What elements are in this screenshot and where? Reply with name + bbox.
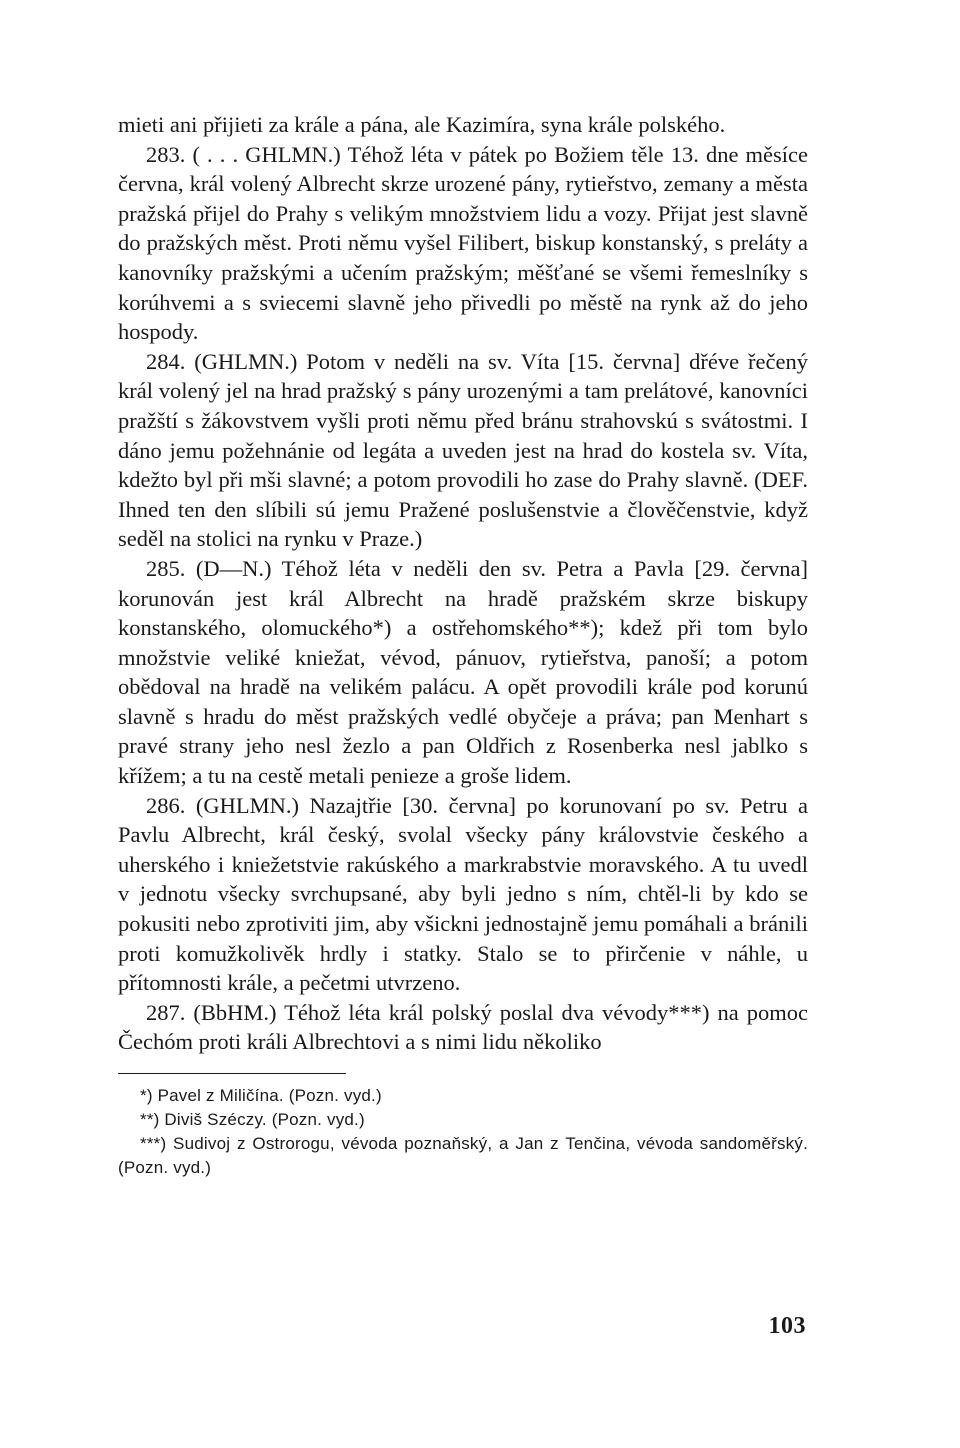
page-body	[118, 110, 808, 1180]
paragraph-285: 285. (D—N.) Téhož léta v neděli den sv. Petra a Pavla [29. června] korunován jest král Albrecht na hradě pražském skrze biskupy konstanského, olomuckého*) a ostřehomského**); kdež při tom bylo množstvie veliké kniežat, vévod, pánuov, rytieřstva, panoší; a potom obědoval na hradě na velikém palácu. A opět provodili krále pod korunú slavně s hradu do měst pražských vedlé obyčeje a práva; pan Menhart s pravé strany jeho nesl žezlo a pan Oldřich z Rosenberka nesl jablko s křížem; a tu na cestě metali penieze a groše lidem.	[118, 555, 808, 789]
paragraph-continuation: mieti ani přijieti za krále a pána, ale Kazimíra, syna krále polského.	[118, 112, 726, 137]
footnote-3: ***) Sudivoj z Ostrorogu, vévoda poznaňský, a Jan z Tenčina, vévoda sandoměřský. (Pozn. vyd.)	[118, 1134, 808, 1177]
paragraph-284: 284. (GHLMN.) Potom v neděli na sv. Víta [15. června] dřéve řečený král volený jel na hrad pražský s pány urozenými a tam prelátové, kanovníci pražští s žákovstvem vyšli proti němu před bránu strahovskú s svátostmi. I dáno jemu požehnánie od legáta a uveden jest na hrad do kostela sv. Víta, kdežto byl při mši slavné; a potom provodili ho zase do Prahy slavně. (DEF. Ihned ten den slíbili sú jemu Pražené poslušenstvie a člověčenstvie, když seděl na stolici na rynku v Praze.)	[118, 348, 808, 552]
page-number: 103	[768, 1313, 806, 1339]
footnote-divider	[118, 1073, 346, 1074]
paragraph-287: 287. (BbHM.) Téhož léta král polský poslal dva vévody***) na pomoc Čechóm proti králi Albrechtovi a s nimi lidu několiko	[118, 999, 808, 1055]
footnote-1: *) Pavel z Miličína. (Pozn. vyd.)	[140, 1086, 382, 1105]
paragraph-286: 286. (GHLMN.) Nazajtřie [30. června] po korunovaní po sv. Petru a Pavlu Albrecht, král český, svolal všecky pány královstvie českého a uherského i kniežetstvie rakúského a markrabstvie moravského. A tu uvedl v jednotu všecky svrchupsané, aby byli jedno s ním, chtěl-li by kdo se pokusiti nebo zprotiviti jim, aby všickni jednostajně jemu pomáhali a bránili proti komužkolivěk hrdly i statky. Stalo se to přirčenie v náhle, u přítomnosti krále, a pečetmi utvrzeno.	[118, 792, 808, 996]
paragraph-283: 283. ( . . . GHLMN.) Téhož léta v pátek po Božiem těle 13. dne měsíce června, král volený Albrecht skrze urozené pány, rytieřstvo, zemany a města pražská přijel do Prahy s velikým množstviem lidu a vozy. Přijat jest slavně do pražských měst. Proti němu vyšel Filibert, biskup konstanský, s preláty a kanovníky pražskými a učením pražským; měšťané se všemi řemeslníky s korúhvemi a s sviecemi slavně jeho přivedli po městě na rynk až do jeho hospody.	[118, 141, 808, 345]
footnote-2: **) Diviš Széczy. (Pozn. vyd.)	[140, 1110, 365, 1129]
footnotes	[118, 1084, 808, 1180]
